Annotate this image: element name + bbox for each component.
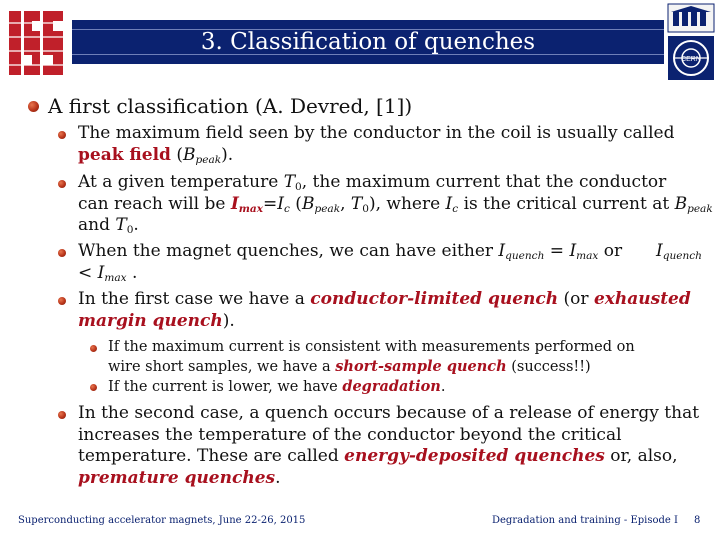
term-conductor-limited-quench: conductor-limited quench xyxy=(310,289,559,309)
text-run: ), where xyxy=(368,193,446,214)
term-exhausted: exhausted xyxy=(593,289,691,309)
text-run: . xyxy=(440,379,446,395)
math-subscript: quench xyxy=(505,250,545,263)
footer-course: Superconducting accelerator magnets, June 22-26, 2015 xyxy=(18,515,306,526)
math-symbol: T xyxy=(115,215,127,235)
text-run: temperature. These are called xyxy=(78,446,345,466)
math-symbol: I xyxy=(277,193,284,214)
text-run: . xyxy=(133,215,139,235)
text-run: , the maximum current that the conductor xyxy=(301,172,667,192)
math-subscript: 0 xyxy=(126,224,134,237)
text-run: In the first case we have a xyxy=(78,289,311,309)
math-symbol: B xyxy=(182,144,196,165)
math-symbol: T xyxy=(283,172,296,192)
bullet-icon xyxy=(58,131,66,139)
term-imax: I xyxy=(230,193,239,214)
footer-lecture: Degradation and training - Episode I xyxy=(492,515,678,526)
text-run: can reach will be xyxy=(78,193,231,214)
term-peak-field: peak field xyxy=(78,144,171,165)
term-energy-deposited-quenches: energy-deposited quenches xyxy=(344,446,605,466)
text-run: is the critical current at xyxy=(458,193,675,214)
term-imax-subscript: max xyxy=(238,202,264,215)
subbullet-short-sample xyxy=(108,338,708,377)
subbullet-degradation xyxy=(108,377,708,397)
math-symbol: B xyxy=(674,193,688,214)
text-run: or xyxy=(598,241,623,261)
cern-logo-icon xyxy=(664,2,718,84)
school-logo-icon xyxy=(6,7,66,79)
section-heading: A first classification (A. Devred, [1]) xyxy=(48,94,413,118)
bullet-icon xyxy=(28,101,39,112)
math-symbol: I xyxy=(445,193,453,214)
text-run: The maximum field seen by the conductor in the coil is usually called xyxy=(78,123,675,143)
text-run: or, also, xyxy=(604,446,678,466)
bullet-icon xyxy=(58,249,66,257)
math-subscript: 0 xyxy=(295,181,302,194)
bullet-icon xyxy=(58,297,66,305)
math-subscript: peak xyxy=(195,153,222,166)
text-run: = xyxy=(544,241,570,261)
text-run: . xyxy=(275,467,281,488)
text-run: ). xyxy=(221,144,234,165)
bullet-energy-deposited xyxy=(78,403,714,489)
math-subscript: max xyxy=(576,250,599,263)
math-subscript: quench xyxy=(662,250,702,263)
text-run: If the current is lower, we have xyxy=(108,379,343,395)
slide-title: 3. Classification of quenches xyxy=(200,29,536,55)
text-run: ( xyxy=(170,144,183,165)
text-run: (or xyxy=(558,289,594,309)
bullet-icon xyxy=(58,180,66,188)
math-symbol: I xyxy=(97,262,105,283)
bullet-quench-cases xyxy=(78,241,714,284)
math-symbol: I xyxy=(656,241,663,261)
math-subscript: 0 xyxy=(362,202,369,215)
math-symbol: T xyxy=(350,193,363,214)
term-margin-quench: margin quench xyxy=(78,310,223,331)
bullet-max-current xyxy=(78,172,714,237)
text-run: If the maximum current is consistent with measurements performed on xyxy=(108,339,635,355)
text-run: . xyxy=(126,262,138,283)
term-premature-quenches: premature quenches xyxy=(78,467,276,488)
term-short-sample-quench: short-sample quench xyxy=(335,358,507,375)
text-run: = xyxy=(263,193,278,214)
math-subscript: c xyxy=(284,202,290,215)
math-symbol: I xyxy=(569,241,577,261)
text-run: (success!!) xyxy=(506,359,591,375)
text-run: ( xyxy=(289,193,302,214)
math-subscript: max xyxy=(104,271,127,284)
text-run: and xyxy=(78,215,116,235)
title-bar xyxy=(72,20,664,64)
text-run: , xyxy=(340,193,351,214)
term-degradation: degradation xyxy=(342,378,441,395)
bullet-icon xyxy=(90,345,97,352)
math-subscript: c xyxy=(452,202,459,215)
bullet-icon xyxy=(90,384,97,391)
text-run: < xyxy=(78,262,98,283)
page-number: 8 xyxy=(694,515,701,526)
bullet-peak-field xyxy=(78,123,714,166)
math-symbol: B xyxy=(301,193,315,214)
text-run: increases the temperature of the conductor beyond the critical xyxy=(78,424,622,445)
math-subscript: peak xyxy=(687,202,713,215)
text-run: At a given temperature xyxy=(78,172,284,192)
bullet-conductor-limited xyxy=(78,289,714,332)
text-run: wire short samples, we have a xyxy=(108,359,336,375)
cern-logo-text: CERN xyxy=(681,56,701,63)
math-symbol: I xyxy=(498,241,506,261)
text-run: In the second case, a quench occurs because of a release of energy that xyxy=(78,403,700,423)
text-run: ). xyxy=(222,310,235,331)
bullet-icon xyxy=(58,411,66,419)
text-run: When the magnet quenches, we can have either xyxy=(78,241,499,261)
math-subscript: peak xyxy=(314,202,341,215)
